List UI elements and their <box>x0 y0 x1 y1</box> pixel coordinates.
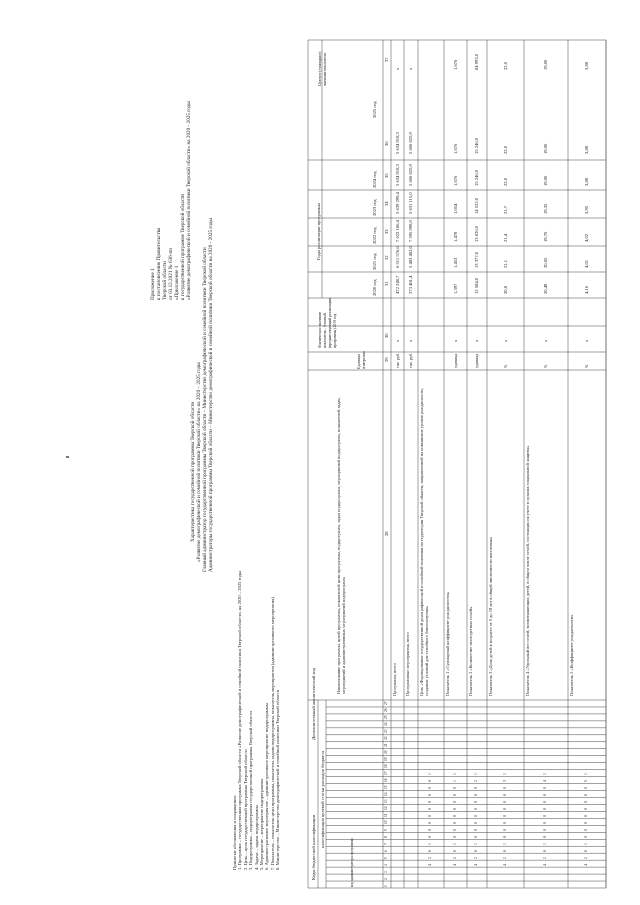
row-value-2025: 15 246,0 <box>474 137 479 154</box>
code-cell: 0 <box>452 835 457 838</box>
code-cell: 0 <box>452 821 457 824</box>
row-value-final: х <box>394 67 400 70</box>
column-number: 7 <box>384 842 388 845</box>
header-target-article: классификация целевой статьи расходов бюджета <box>320 750 325 848</box>
column-number: 17 <box>384 771 388 776</box>
code-cell: 0 <box>428 821 432 824</box>
code-cell: 0 <box>502 814 507 817</box>
notes-line: 5. Мероприятие – мероприятие подпрограммы <box>259 778 265 870</box>
row-value-2022: 1,478 <box>452 231 458 242</box>
row-value-2023: 1,054 <box>452 203 458 214</box>
row-name: Показатель 5 «Коэффициент рождаемости» <box>569 614 574 696</box>
code-cell: 0 <box>452 794 457 796</box>
column-number: 35 <box>384 173 389 178</box>
code-cell: 0 <box>428 801 432 803</box>
row-value-2021: 20,05 <box>543 257 548 268</box>
code-cell: 1 <box>428 773 432 776</box>
code-cell: 0 <box>502 787 507 790</box>
column-number: 1 <box>384 884 388 887</box>
row-unit: единица <box>474 353 479 368</box>
header-year-2023: 2023 год <box>372 199 377 216</box>
column-number: 32 <box>384 255 389 260</box>
code-cell: 2 <box>502 856 507 859</box>
code-cell: 0 <box>584 814 588 817</box>
row-name: Показатель 2 «Количество многодетных семей» <box>468 606 473 696</box>
notes-line: 1. Программа – государственная программа Тверской области «Развитие демографической и семейной политики Тверской области» на 2020 – 2025 годы <box>237 571 243 870</box>
code-cell: 0 <box>543 808 547 810</box>
header-name: Наименование программы, целей программы, показателей цели программы, подпрограмм, задач подпрограмм, мероприятий подпрограмм, показателей задач, мероприятий и административных мероприятий подпрограмм <box>336 397 346 694</box>
column-number: 12 <box>384 806 388 810</box>
row-value-2020: 20,8 <box>502 285 508 294</box>
header-program-code: Дополнительный аналитический код <box>311 667 316 740</box>
code-cell: 0 <box>584 801 588 803</box>
code-cell: 0 <box>502 794 507 796</box>
row-value-final: 22,0 <box>502 61 508 70</box>
appendix-line: Приложение 1 <box>150 268 156 300</box>
code-cell: 0 <box>428 814 432 817</box>
row-value-2024: 1,676 <box>452 175 458 186</box>
row-base: х <box>408 339 413 342</box>
header-year-2021: 2021 год <box>372 253 377 270</box>
code-cell: 0 <box>452 814 457 817</box>
code-cell: 0 <box>543 801 547 803</box>
code-cell: 0 <box>452 849 457 852</box>
code-cell: 0 <box>474 814 478 817</box>
code-cell: 1 <box>452 780 457 783</box>
row-value-final: 3,88 <box>584 61 589 70</box>
column-number: 2 <box>384 877 388 880</box>
row-value-2024: 3,88 <box>584 177 589 186</box>
row-unit: единица <box>452 353 458 368</box>
code-cell: 4 <box>543 863 547 866</box>
code-cell: 1 <box>474 842 478 845</box>
code-cell: 2 <box>584 856 588 859</box>
column-number: 33 <box>384 229 389 234</box>
code-cell: 1 <box>584 773 588 776</box>
column-number: 23 <box>384 729 388 734</box>
row-base: х <box>394 339 400 342</box>
notes-line: 4. Задача – задача подпрограммы <box>253 805 259 870</box>
code-cell: 3 <box>502 780 507 783</box>
column-number: 19 <box>384 757 388 762</box>
row-value-2022: 19,70 <box>543 231 548 242</box>
row-value-2020: 20,49 <box>543 283 548 294</box>
row-value-2021: 13 377,0 <box>474 251 479 268</box>
row-value-final: 84 993,0 <box>474 53 479 70</box>
row-value-2025: 5 634 918,3 <box>394 132 400 154</box>
code-cell: 0 <box>474 794 478 796</box>
code-cell: 0 <box>474 787 478 790</box>
column-number: 16 <box>384 778 388 783</box>
code-cell: 0 <box>502 849 507 852</box>
code-cell: 1 <box>452 773 457 776</box>
column-number: 27 <box>384 701 388 706</box>
row-base: х <box>543 339 548 342</box>
column-number: 14 <box>384 792 388 796</box>
row-value-2020: 12 584,0 <box>474 277 479 294</box>
code-cell: 0 <box>474 808 478 810</box>
row-base: х <box>584 339 589 342</box>
header-year-2025: 2025 год <box>372 101 377 118</box>
code-cell: 0 <box>543 835 547 838</box>
row-value-2025: 1,676 <box>452 143 458 154</box>
row-value-2024: 5 606 825,9 <box>408 164 413 186</box>
column-number: 11 <box>384 813 388 817</box>
code-cell: 0 <box>584 821 588 824</box>
column-number: 8 <box>384 835 388 838</box>
column-number: 4 <box>384 863 388 866</box>
row-value-2025: 3,88 <box>584 145 589 154</box>
row-value-2024: 15 246,0 <box>474 169 479 186</box>
header-year-2022: 2022 год <box>372 227 377 244</box>
column-number: 6 <box>384 849 388 852</box>
code-cell: 0 <box>543 794 547 796</box>
column-number: 13 <box>384 799 388 803</box>
header-admin-code: код администратора программы <box>350 838 354 887</box>
row-unit: % <box>502 364 508 368</box>
row-value-2021: 1,453 <box>452 257 458 268</box>
row-name: Показатель 1 «Суммарный коэффициент рождаемости» <box>445 592 450 696</box>
code-cell: 0 <box>584 808 588 810</box>
code-cell: 1 <box>543 773 547 776</box>
row-name: Показатель 4 «Удельный вес семей, воспитывающих детей, в общем числе семей, состоящих на учете в органах социальной защиты» <box>525 445 530 696</box>
row-value-2020: 1,397 <box>452 283 458 294</box>
column-number: 31 <box>384 281 389 286</box>
appendix-line: «Развитие демографической и семейной политики Тверской области» на 2020 - 2025 годы <box>186 101 192 300</box>
header-year-2024: 2024 год <box>372 171 377 188</box>
notes-line: 7. Показатель – показатель цели программы, показатель задачи подпрограммы, показатель мероприятия (административного мероприятия) <box>269 597 275 870</box>
row-value-2023: 21,7 <box>502 205 508 214</box>
code-cell: 0 <box>452 787 457 790</box>
column-number: 36 <box>384 141 389 146</box>
code-cell: 4 <box>502 863 507 866</box>
code-cell: 0 <box>474 849 478 852</box>
title-line: Главный администратор государственной программы Тверской области – Министерство демографической и семейной политики Тверской области <box>202 247 208 572</box>
code-cell: 0 <box>584 835 588 838</box>
code-cell: 0 <box>543 821 547 824</box>
code-cell: 4 <box>584 863 588 866</box>
column-number: 20 <box>384 750 388 755</box>
header-year-2020: 2020 год <box>372 279 377 296</box>
column-number: 10 <box>384 820 388 824</box>
row-value-2025: 19,00 <box>543 143 548 154</box>
code-cell: 0 <box>502 835 507 838</box>
code-cell: 0 <box>584 828 588 831</box>
code-cell: 0 <box>428 828 432 831</box>
row-value-2025: 22,0 <box>502 145 508 154</box>
code-cell: 1 <box>543 842 547 845</box>
code-cell: 0 <box>428 794 432 796</box>
appendix-line: «Приложение 1 <box>174 265 180 300</box>
row-value-2025: 5 606 825,9 <box>408 132 413 154</box>
column-number: 37 <box>384 57 389 62</box>
row-unit: тыс. руб. <box>394 352 400 368</box>
column-number: 30 <box>384 333 389 338</box>
code-cell: 1 <box>502 773 507 776</box>
row-value-2023: 3,95 <box>584 205 589 214</box>
code-cell: 0 <box>452 801 457 803</box>
column-number: 9 <box>384 828 388 831</box>
code-cell: 1 <box>584 842 588 845</box>
header-budget-code: Коды бюджетной классификации <box>311 814 316 880</box>
code-cell: 2 <box>474 780 478 783</box>
code-cell: 0 <box>428 787 432 790</box>
row-unit: % <box>543 364 548 368</box>
row-value-2024: 22,0 <box>502 177 508 186</box>
title-line: «Развитие демографической и семейной политики Тверской области» на 2020 – 2025 годы <box>196 362 202 562</box>
column-number: 3 <box>384 870 388 873</box>
code-cell: 0 <box>584 794 588 796</box>
row-name: Цель «Формирование государственной демографической и семейной политики на территории Тверской области, направленной на повышение уровня рождаемости, создание условий для семейного благополучия» <box>419 388 429 696</box>
code-cell: 0 <box>543 849 547 852</box>
row-value-2020: 373 481,4 <box>408 275 413 294</box>
code-cell: 0 <box>474 821 478 824</box>
code-cell: 1 <box>428 842 432 845</box>
column-number: 18 <box>384 764 388 769</box>
column-number: 28 <box>384 531 389 536</box>
row-base: х <box>502 339 508 342</box>
appendix-line: Тверской области <box>162 261 168 300</box>
notes-line: 3. Подпрограмма – подпрограмма государственной программы Тверской области <box>248 711 254 870</box>
column-number: 34 <box>384 201 389 206</box>
code-cell: 0 <box>543 814 547 817</box>
code-cell: 0 <box>428 780 432 783</box>
row-base: х <box>474 339 479 342</box>
appendix-line: от 03.12.2021 № 636-пп <box>168 247 174 300</box>
code-cell: 0 <box>502 801 507 803</box>
code-cell: 0 <box>452 828 457 831</box>
code-cell: 0 <box>543 787 547 790</box>
header-base: Фактическое значение показателя – базовый (предшествующий реализации программы) 2019 год <box>318 298 337 348</box>
row-value-2021: 5 483 482,0 <box>408 246 413 268</box>
row-value-2021: 6 511 576,6 <box>394 246 400 268</box>
column-number: 26 <box>384 708 388 713</box>
row-value-2023: 5 639 299,4 <box>394 192 400 214</box>
row-value-2022: 7 623 186,4 <box>394 220 400 242</box>
row-value-final: 1,676 <box>452 59 458 70</box>
row-name: Показатель 3 «Доля детей в возрасте от 0 до 18 лет в общей численности населения» <box>488 536 493 696</box>
code-cell: 0 <box>474 801 478 803</box>
column-number: 15 <box>384 785 388 790</box>
column-number: 24 <box>384 722 388 727</box>
code-cell: 0 <box>543 828 547 831</box>
code-cell: 0 <box>502 808 507 810</box>
row-value-2021: 4,01 <box>584 259 589 268</box>
title-line: Администраторы государственной программы Тверской области – Министерство демографической и семейной политики Тверской области на 2020 - 2025 годы <box>208 218 214 572</box>
row-value-2021: 21,1 <box>502 259 508 268</box>
column-number: 21 <box>384 743 388 748</box>
row-value-2023: 5 631 115,0 <box>408 192 413 214</box>
code-cell: 0 <box>428 808 432 810</box>
code-cell: 1 <box>452 842 457 845</box>
code-cell: 2 <box>452 856 457 859</box>
code-cell: 0 <box>474 828 478 831</box>
code-cell: 1 <box>474 773 478 776</box>
row-value-2022: 13 826,0 <box>474 225 479 242</box>
code-cell: 4 <box>452 863 457 866</box>
row-value-2023: 19,35 <box>543 203 548 214</box>
code-cell: 0 <box>584 787 588 790</box>
row-value-2022: 4,02 <box>584 233 589 242</box>
column-number: 5 <box>384 856 388 859</box>
row-value-2024: 5 634 918,3 <box>394 164 400 186</box>
row-value-final: 19,00 <box>543 59 548 70</box>
row-unit: тыс. руб. <box>408 352 413 368</box>
row-unit: % <box>584 364 589 368</box>
header-unit: Единица измерения <box>356 351 366 369</box>
row-value-2023: 14 522,0 <box>474 197 479 214</box>
header-final: Целевое (суммарное) значение показателя <box>318 51 327 86</box>
appendix-line: к государственной программе Тверской области <box>180 193 186 300</box>
row-name: Программные мероприятия, всего <box>405 632 410 696</box>
column-number: 29 <box>384 357 389 362</box>
code-cell: 0 <box>428 835 432 838</box>
notes-line: Принятые обозначения и сокращения: <box>232 795 237 870</box>
code-cell: 4 <box>474 863 478 866</box>
code-cell: 0 <box>502 821 507 824</box>
row-value-2020: 472 248,7 <box>394 275 400 294</box>
row-value-2020: 4,16 <box>584 285 589 294</box>
code-cell: 2 <box>428 856 432 859</box>
column-number: 22 <box>384 736 388 741</box>
row-base: х <box>452 339 458 342</box>
column-number: 25 <box>384 715 388 720</box>
code-cell: 4 <box>543 780 547 783</box>
code-cell: 0 <box>502 828 507 831</box>
code-cell: 4 <box>428 863 432 866</box>
code-cell: 2 <box>474 856 478 859</box>
notes-line: 8. Министерство – Министерство демографической и семейной политики Тверской области <box>275 689 281 870</box>
notes-line: 2. Цель – цель государственной программы Тверской области <box>242 749 248 870</box>
code-cell: 1 <box>502 842 507 845</box>
appendix-line: к постановлению Правительства <box>156 227 162 300</box>
row-value-2022: 7 595 098,0 <box>408 220 413 242</box>
code-cell: 0 <box>474 835 478 838</box>
code-cell: 0 <box>584 849 588 852</box>
row-value-final: х <box>408 67 413 70</box>
notes-line: 6. Административное мероприятие – административное мероприятие подпрограммы <box>264 703 270 870</box>
code-cell: 0 <box>428 849 432 852</box>
code-cell: 5 <box>584 780 588 783</box>
code-cell: 0 <box>452 808 457 810</box>
row-value-2024: 19,00 <box>543 175 548 186</box>
row-value-2022: 21,4 <box>502 233 508 242</box>
title-line: Характеристика государственной программы Тверской области <box>190 401 196 542</box>
header-years-group: Годы реализации программы <box>316 203 321 260</box>
code-cell: 2 <box>543 856 547 859</box>
row-name: Программа, всего <box>392 662 397 696</box>
